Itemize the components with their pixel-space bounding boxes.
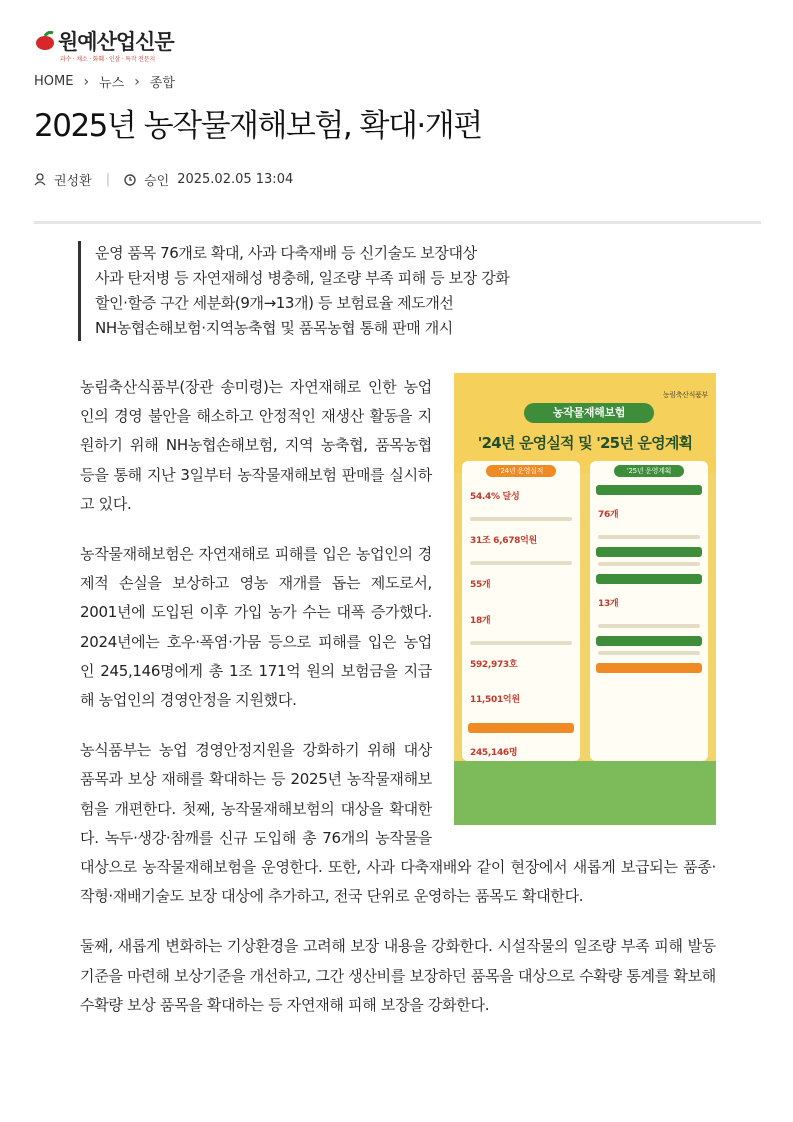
infographic-line — [470, 517, 572, 521]
infographic-line — [598, 535, 700, 539]
meta-divider: | — [105, 172, 111, 187]
summary-line: 할인·할증 구간 세분화(9개→13개) 등 보험료율 제도개선 — [95, 294, 454, 312]
summary-line: NH농협손해보험·지역농축협 및 품목농협 통해 판매 개시 — [95, 319, 453, 337]
infographic-stat: 18개 — [470, 615, 491, 626]
approved-label: 승인 — [144, 174, 170, 189]
author-name: 권성환 — [54, 174, 92, 189]
brand-name: 원예산업신문 — [58, 30, 174, 54]
infographic-stat: 11,501억원 — [470, 695, 520, 706]
infographic-stat: 55개 — [470, 580, 491, 591]
approved-date: 2025.02.05 13:04 — [177, 172, 294, 187]
article-body — [80, 373, 716, 1041]
infographic-bar — [596, 547, 702, 557]
summary-line: 운영 품목 76개로 확대, 사과 다축재배 등 신기술도 보장대상 — [95, 244, 477, 262]
infographic-bar — [596, 663, 702, 673]
infographic-bar — [596, 485, 702, 495]
infographic-line — [598, 651, 700, 655]
infographic-line — [598, 624, 700, 628]
infographic-bar — [596, 636, 702, 646]
infographic-stat: 31조 6,678억원 — [470, 536, 537, 547]
infographic-stat: 13개 — [598, 599, 619, 610]
ministry-label: 농림축산식품부 — [662, 391, 708, 399]
left-column-title: '24년 운영실적 — [486, 465, 556, 477]
chevron-right-icon: › — [83, 73, 90, 90]
article-paragraph: 농림축산식품부(장관 송미령)는 자연재해로 인한 농업인의 경영 불안을 해소하고 안정적인 재생산 활동을 지원하기 위해 NH농협손해보험, 지역 농축협, 품목농협 등을 통해 지난 3일부터 농작물재해보험 판매를 실시하고 있다. — [80, 378, 432, 513]
chevron-right-icon: › — [134, 73, 140, 90]
breadcrumb-home[interactable]: HOME — [34, 74, 74, 89]
breadcrumb — [34, 72, 175, 91]
summary-line: 사과 탄저병 등 자연재해성 병충해, 일조량 부족 피해 등 보장 강화 — [95, 269, 510, 287]
site-logo[interactable] — [34, 26, 174, 66]
infographic-left-column — [462, 461, 580, 761]
right-column-title: '25년 운영계획 — [614, 465, 684, 477]
article-paragraph: 농작물재해보험은 자연재해로 피해를 입은 농업인의 경제적 손실을 보상하고 영농 재개를 돕는 제도로서, 2001년에 도입된 이후 가입 농가 수는 대폭 증가했다. 2024년에는 호우·폭염·가뭄 등으로 피해를 입은 농업인 245,146명에게 총 1조 171억 원의 보험금을 지급해 농업인의 경영안정을 지원했다. — [80, 545, 432, 710]
infographic-ground — [454, 761, 716, 825]
infographic-bar — [468, 723, 574, 733]
infographic-image[interactable] — [454, 373, 716, 825]
breadcrumb-news[interactable]: 뉴스 — [99, 76, 125, 91]
header-divider — [34, 221, 761, 224]
article-paragraph: 농식품부는 농업 경영안정지원을 강화하기 위해 대상 품목과 보상 재해를 확대하는 등 2025년 농작물재해보험을 개편한다. 첫째, 농작물재해보험의 대상을 확대한다. 녹두·생강·참깨를 신규 도입해 총 76개의 농작물을 대상으로 농작물재해보험을 운영한다. 또한, 사과 다축재배와 같이 현장에서 새롭게 보급되는 품종·작형·재배기술도 보장 대상에 추가하고, 전국 단위로 운영하는 품목도 확대한다. — [80, 741, 716, 906]
infographic-headline: '24년 운영실적 및 '25년 운영계획 — [477, 434, 693, 452]
breadcrumb-general[interactable]: 종합 — [149, 76, 175, 91]
infographic-line — [470, 561, 572, 565]
infographic-bar — [596, 574, 702, 584]
clock-icon — [124, 174, 136, 186]
brand-tagline: 과수 · 채소 · 화훼 · 인삼 · 특작 전문지 — [60, 56, 155, 63]
infographic-line — [598, 562, 700, 566]
infographic-stat: 54.4% 달성 — [470, 492, 520, 502]
user-icon — [34, 173, 46, 186]
pepper-logo-icon — [34, 30, 56, 52]
infographic-stat: 592,973호 — [470, 659, 518, 670]
infographic-badge: 농작물재해보험 — [524, 403, 654, 423]
article-summary — [78, 241, 509, 341]
infographic-stat: 76개 — [598, 510, 619, 520]
page-title: 2025년 농작물재해보험, 확대·개편 — [34, 108, 482, 144]
article-paragraph: 둘째, 새롭게 변화하는 기상환경을 고려해 보장 내용을 강화한다. 시설작물의 일조량 부족 피해 발동 기준을 마련해 보상기준을 개선하고, 그간 생산비를 보장하던 품목을 대상으로 수확량 통계를 확보해 수확량 보상 품목을 확대하는 등 자연재해 피해 보장을 강화한다. — [80, 937, 716, 1014]
infographic-line — [470, 641, 572, 645]
infographic-right-column — [590, 461, 708, 761]
infographic-stat: 245,146명 — [470, 748, 518, 759]
article-meta — [34, 170, 293, 189]
